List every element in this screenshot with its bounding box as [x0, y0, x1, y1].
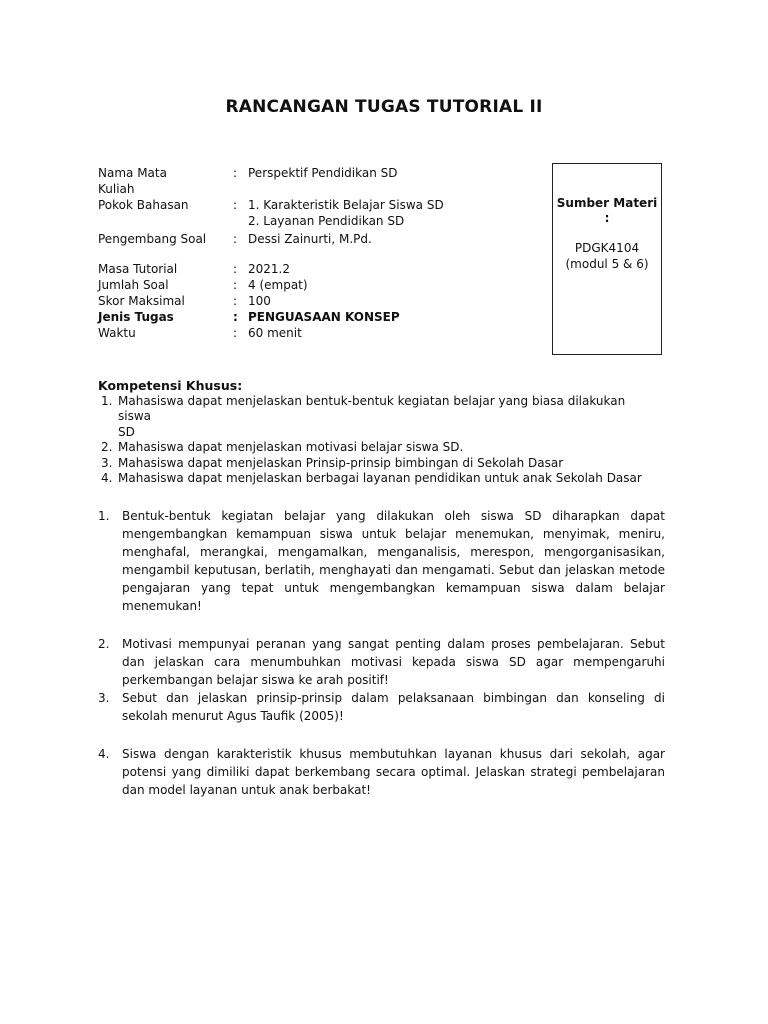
- nama-mata-label: Nama Mata: [98, 166, 167, 180]
- jumlah-soal-label: Jumlah Soal: [98, 278, 169, 292]
- info-row-waktu: [98, 325, 548, 341]
- info-row-masa: [98, 261, 548, 277]
- colon: :: [233, 326, 238, 340]
- kuliah-label: Kuliah: [98, 182, 135, 196]
- source-code: PDGK4104: [574, 241, 640, 255]
- kompetensi-section: [98, 378, 658, 487]
- colon: :: [233, 310, 238, 324]
- task-number: 2.: [98, 637, 110, 651]
- task-text: Sebut dan jelaskan prinsip-prinsip dalam pelaksanaan bimbingan dan konseling di sekolah menurut Agus Taufik (2005)!: [122, 691, 665, 723]
- masa-tutorial-label: Masa Tutorial: [98, 262, 178, 276]
- task-item: [98, 635, 665, 689]
- task-list: [98, 507, 665, 799]
- masa-tutorial-value: 2021.2: [248, 262, 290, 276]
- colon: :: [233, 232, 238, 246]
- info-row-kuliah: [98, 181, 548, 197]
- info-row-jumlah: [98, 277, 548, 293]
- kompetensi-item-text: Mahasiswa dapat menjelaskan berbagai layanan pendidikan untuk anak Sekolah Dasar: [118, 471, 642, 485]
- kompetensi-item-text: Mahasiswa dapat menjelaskan bentuk-bentuk kegiatan belajar yang biasa dilakukan siswa: [118, 393, 626, 423]
- kompetensi-item-number: 4.: [101, 471, 113, 485]
- task-item: [98, 507, 665, 615]
- source-material-box: [552, 163, 662, 355]
- task-item: [98, 689, 665, 725]
- kompetensi-item-text: Mahasiswa dapat menjelaskan Prinsip-prinsip bimbingan di Sekolah Dasar: [118, 455, 564, 470]
- task-number: 1.: [98, 509, 110, 523]
- kompetensi-item-number: 3.: [101, 455, 113, 470]
- source-modules: (modul 5 & 6): [565, 257, 649, 271]
- task-text: Siswa dengan karakteristik khusus membutuhkan layanan khusus dari sekolah, agar potensi yang dimiliki dapat berkembang secara optimal. Jelaskan strategi pembelajaran dan model layanan untuk anak berbakat!: [122, 747, 665, 797]
- kompetensi-item: [98, 394, 658, 441]
- info-row-pengembang: [98, 231, 548, 247]
- task-number: 4.: [98, 747, 110, 761]
- kompetensi-item: [98, 471, 658, 487]
- task-number: 3.: [98, 691, 110, 705]
- kompetensi-item-number: 1.: [101, 393, 113, 408]
- kompetensi-heading: Kompetensi Khusus:: [98, 378, 243, 393]
- skor-maksimal-value: 100: [248, 294, 271, 308]
- course-info-block: [98, 165, 548, 341]
- source-title: Sumber Materi: [556, 196, 658, 210]
- colon: :: [233, 198, 238, 212]
- kompetensi-item-text-cont: SD: [118, 424, 135, 439]
- kompetensi-item-number: 2.: [101, 440, 113, 454]
- kompetensi-item: [98, 456, 658, 472]
- jenis-tugas-value: PENGUASAAN KONSEP: [248, 310, 400, 324]
- source-colon: :: [604, 211, 610, 225]
- task-text: Bentuk-bentuk kegiatan belajar yang dilakukan oleh siswa SD diharapkan dapat mengembangkan kemampuan siswa untuk belajar menemukan, menyimak, meniru, menghafal, merangkai, mengamalkan, menganalisis, merespon, mengorganisasikan, mengambil keputusan, berlatih, menghayati dan mengamati. Sebut dan jelaskan metode pengajaran yang tepat untuk mengembangkan kemampuan siswa dalam belajar menemukan!: [122, 509, 665, 613]
- waktu-value: 60 menit: [248, 326, 302, 340]
- pokok-bahasan-value-2: 2. Layanan Pendidikan SD: [248, 214, 405, 228]
- jumlah-soal-value: 4 (empat): [248, 278, 308, 292]
- colon: :: [233, 166, 238, 180]
- waktu-label: Waktu: [98, 326, 136, 340]
- kompetensi-item: [98, 440, 658, 456]
- colon: :: [233, 294, 238, 308]
- info-row-pokok-bahasan: [98, 197, 548, 213]
- task-item: [98, 745, 665, 799]
- info-row-pokok-bahasan-2: [98, 213, 548, 229]
- kompetensi-item-text: Mahasiswa dapat menjelaskan motivasi belajar siswa SD.: [118, 440, 464, 454]
- info-row-jenis: [98, 309, 548, 325]
- pengembang-label: Pengembang Soal: [98, 232, 207, 246]
- nama-mata-value: Perspektif Pendidikan SD: [248, 166, 398, 180]
- info-row-skor: [98, 293, 548, 309]
- jenis-tugas-label: Jenis Tugas: [98, 310, 174, 324]
- colon: :: [233, 262, 238, 276]
- info-row-nama-mata: [98, 165, 548, 181]
- pokok-bahasan-value-1: 1. Karakteristik Belajar Siswa SD: [248, 198, 444, 212]
- pengembang-value: Dessi Zainurti, M.Pd.: [248, 232, 372, 246]
- skor-maksimal-label: Skor Maksimal: [98, 294, 185, 308]
- task-text: Motivasi mempunyai peranan yang sangat penting dalam proses pembelajaran. Sebut dan jelaskan cara menumbuhkan motivasi kepada siswa SD agar mempengaruhi perkembangan belajar siswa ke arah positif!: [122, 637, 665, 687]
- pokok-bahasan-label: Pokok Bahasan: [98, 198, 189, 212]
- document-title: RANCANGAN TUGAS TUTORIAL II: [225, 97, 543, 117]
- colon: :: [233, 278, 238, 292]
